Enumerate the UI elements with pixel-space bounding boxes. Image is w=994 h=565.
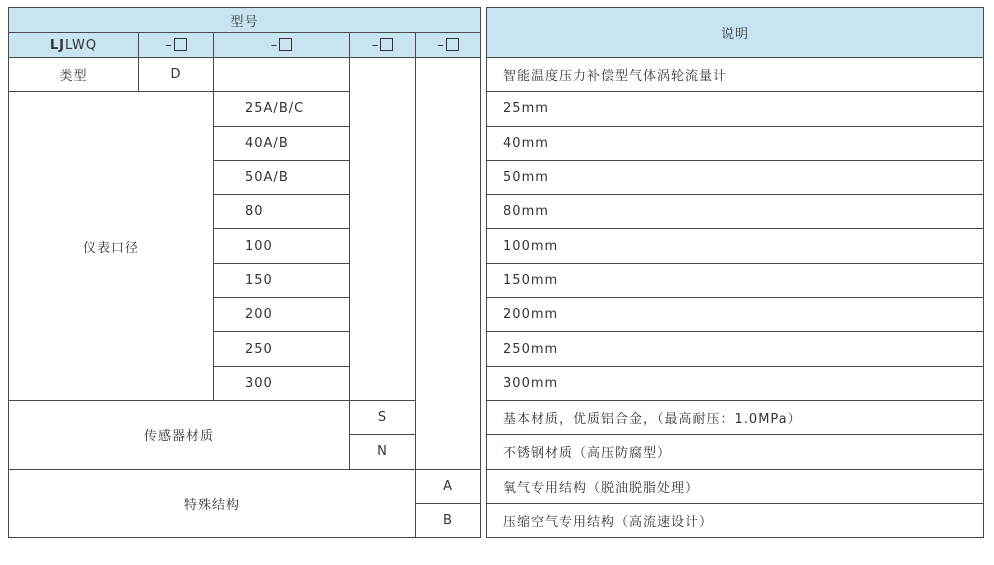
diameter-code: 200 bbox=[214, 298, 350, 332]
header-row-1 bbox=[9, 8, 984, 33]
table-row bbox=[9, 400, 984, 434]
diameter-code: 250 bbox=[214, 332, 350, 366]
model-prefix-light: LWQ bbox=[64, 37, 98, 53]
type-label: 类型 bbox=[9, 58, 139, 92]
diameter-code: 40A/B bbox=[214, 126, 350, 160]
diameter-desc: 300mm bbox=[487, 366, 984, 400]
sensor-code: N bbox=[350, 435, 416, 469]
special-desc: 氧气专用结构（脱油脱脂处理） bbox=[487, 469, 984, 503]
model-prefix bbox=[9, 33, 139, 58]
diameter-desc: 50mm bbox=[487, 160, 984, 194]
slot-box-icon bbox=[446, 38, 459, 51]
model-header: 型号 bbox=[9, 8, 481, 33]
slot-dash: – bbox=[437, 37, 445, 53]
type-desc: 智能温度压力补偿型气体涡轮流量计 bbox=[487, 58, 984, 92]
diameter-desc: 100mm bbox=[487, 229, 984, 263]
diameter-desc: 250mm bbox=[487, 332, 984, 366]
sensor-desc: 不锈钢材质（高压防腐型） bbox=[487, 435, 984, 469]
empty-cell bbox=[350, 58, 416, 401]
description-header: 说明 bbox=[487, 8, 984, 58]
slot-dash: – bbox=[371, 37, 380, 53]
slot-box-icon bbox=[174, 38, 187, 51]
slot-type bbox=[139, 33, 214, 58]
slot-sensor bbox=[350, 33, 416, 58]
diameter-code: 80 bbox=[214, 195, 350, 229]
sensor-code: S bbox=[350, 400, 416, 434]
table-row bbox=[9, 92, 984, 126]
empty-cell bbox=[214, 58, 350, 92]
special-desc: 压缩空气专用结构（高流速设计） bbox=[487, 503, 984, 537]
slot-special bbox=[416, 33, 481, 58]
diameter-desc: 80mm bbox=[487, 195, 984, 229]
spec-table-container bbox=[8, 7, 984, 538]
diameter-code: 50A/B bbox=[214, 160, 350, 194]
table-row bbox=[9, 469, 984, 503]
diameter-code: 100 bbox=[214, 229, 350, 263]
empty-cell bbox=[416, 58, 481, 470]
special-label: 特殊结构 bbox=[9, 469, 416, 538]
diameter-desc: 200mm bbox=[487, 298, 984, 332]
diameter-desc: 150mm bbox=[487, 263, 984, 297]
table-row bbox=[9, 58, 984, 92]
model-prefix-bold: LJ bbox=[49, 37, 65, 53]
slot-dash: – bbox=[270, 37, 279, 53]
diameter-code: 25A/B/C bbox=[214, 92, 350, 126]
sensor-desc: 基本材质，优质铝合金，（最高耐压：1.0MPa） bbox=[487, 400, 984, 434]
slot-dash: – bbox=[165, 37, 173, 53]
type-code: D bbox=[139, 58, 214, 92]
diameter-label: 仪表口径 bbox=[9, 92, 214, 401]
slot-box-icon bbox=[380, 38, 393, 51]
slot-box-icon bbox=[279, 38, 292, 51]
slot-diameter bbox=[214, 33, 350, 58]
sensor-label: 传感器材质 bbox=[9, 400, 350, 469]
diameter-code: 150 bbox=[214, 263, 350, 297]
special-code: B bbox=[416, 503, 481, 537]
diameter-desc: 25mm bbox=[487, 92, 984, 126]
model-selection-table bbox=[8, 7, 984, 538]
diameter-code: 300 bbox=[214, 366, 350, 400]
special-code: A bbox=[416, 469, 481, 503]
diameter-desc: 40mm bbox=[487, 126, 984, 160]
